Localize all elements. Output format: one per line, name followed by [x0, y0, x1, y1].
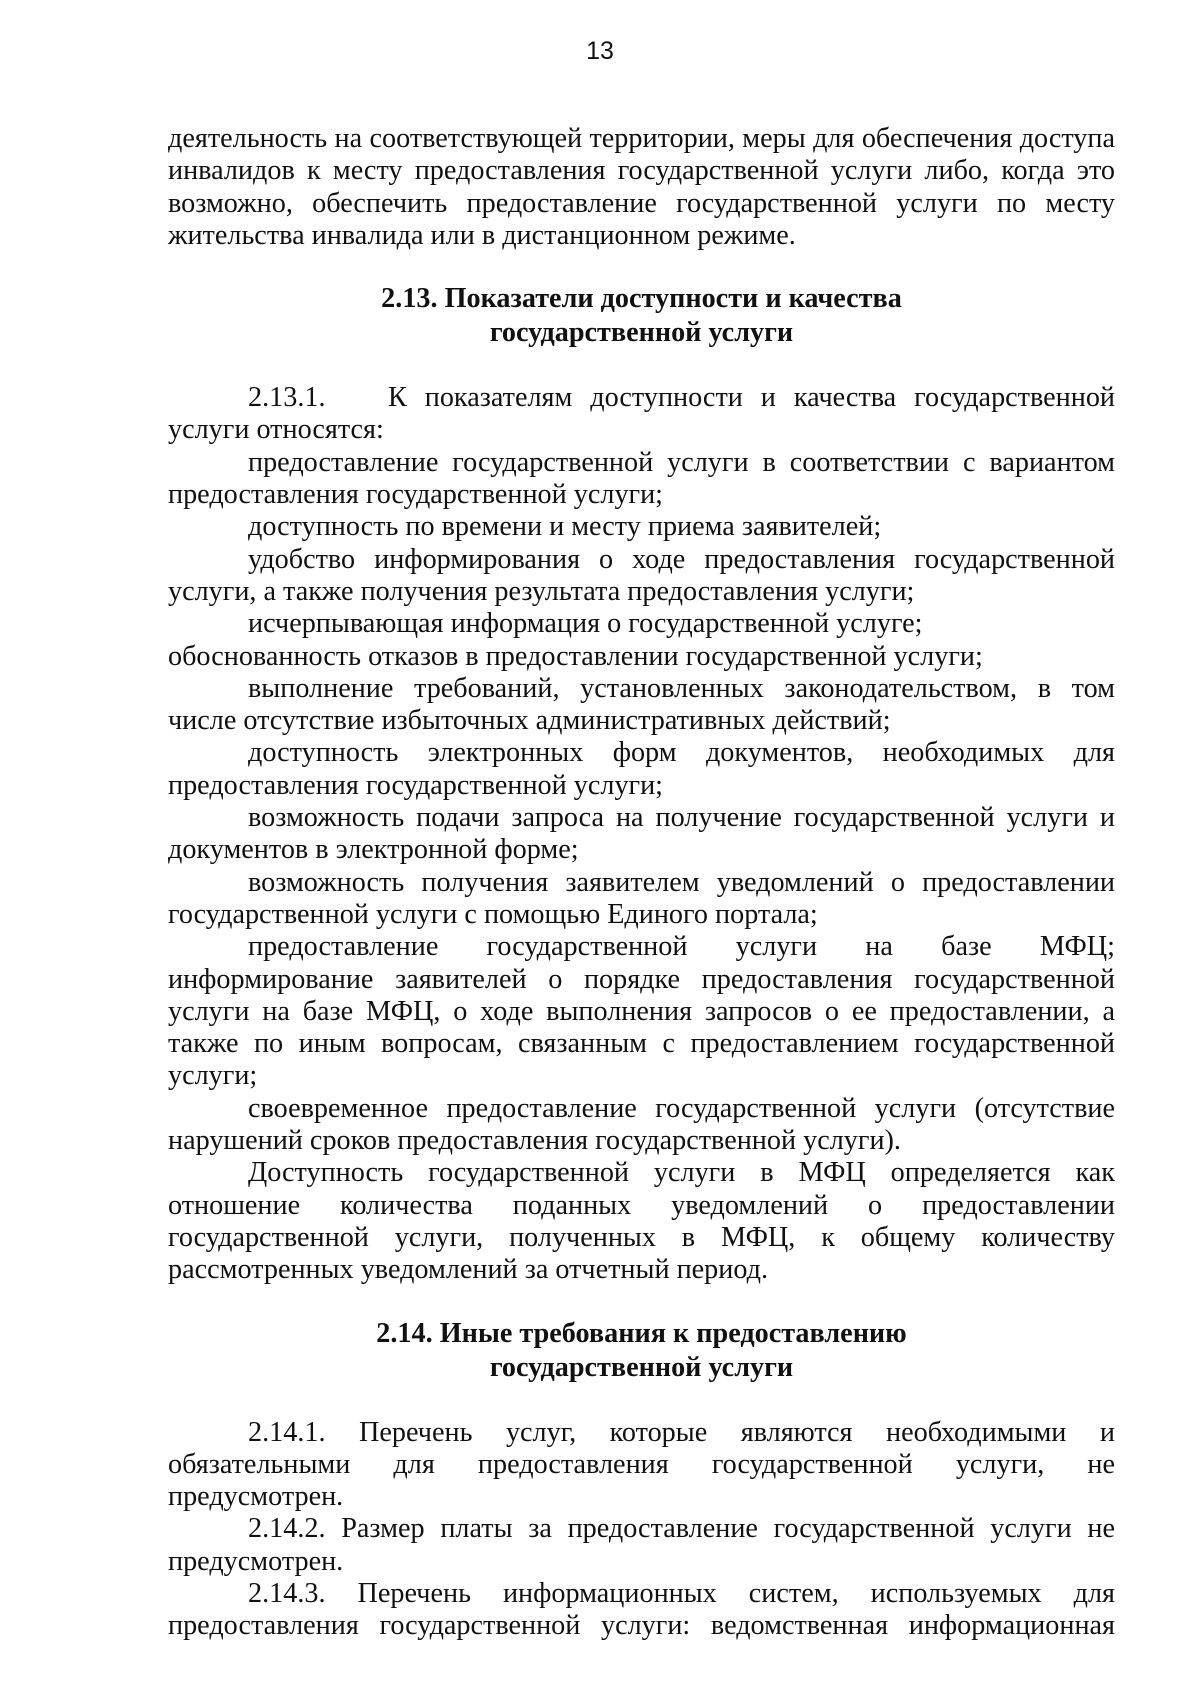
- section-2-14-title-line1: 2.14. Иные требования к предоставлению: [376, 1317, 907, 1349]
- list-item: выполнение требований, установленных законодательством, в том числе отсутствие избыточных административных действий;: [168, 672, 1115, 737]
- list-item: исчерпывающая информация о государственной услуге;: [248, 608, 923, 640]
- section-2-13-title-line2: государственной услуги: [489, 317, 794, 349]
- list-item: возможность подачи запроса на получение государственной услуги и документов в электронной форме;: [168, 802, 1115, 866]
- list-item: доступность электронных форм документов, необходимых для предоставления государственной услуги;: [168, 737, 1115, 801]
- paragraph-2-14-2: 2.14.2. Размер платы за предоставление государственной услуги не предусмотрен.: [168, 1513, 1115, 1577]
- list-item: доступность по времени и месту приема заявителей;: [248, 511, 882, 543]
- list-item: удобство информирования о ходе предоставления государственной услуги, а также получения результата предоставления услуги;: [168, 543, 1115, 607]
- list-item: возможность получения заявителем уведомлений о предоставлении государственной услуги с помощью Единого портала;: [168, 866, 1115, 930]
- paragraph-2-14-1: 2.14.1. Перечень услуг, которые являются необходимыми и обязательными для предоставления государственной услуги, не предусмотрен.: [168, 1416, 1115, 1513]
- document-body: [168, 123, 1115, 1643]
- paragraph-text: К показателям доступности и качества государственной услуги относятся:: [168, 382, 1115, 446]
- section-2-13-title-line1: 2.13. Показатели доступности и качества: [381, 283, 902, 315]
- mfc-availability-paragraph: Доступность государственной услуги в МФЦ определяется как отношение количества поданных уведомлений о предоставлении государственной услуги, полученных в МФЦ, к общему количеству рассмотренных уведомлений за отчетный период.: [168, 1157, 1115, 1286]
- list-item: своевременное предоставление государственной услуги (отсутствие нарушений сроков предоставления государственной услуги).: [168, 1092, 1115, 1157]
- section-2-14-title-line2: государственной услуги: [489, 1351, 794, 1383]
- list-item: информирование заявителей о порядке предоставления государственной услуги на базе МФЦ, о ходе выполнения запросов о ее предоставлении, а также по иным вопросам, связанным с предоставлением государственной услуги;: [168, 963, 1115, 1092]
- page-number: 13: [586, 37, 614, 65]
- list-item: предоставление государственной услуги на базе МФЦ;: [248, 931, 1115, 963]
- paragraph-2-14-3: 2.14.3. Перечень информационных систем, используемых для предоставления государственной услуги: ведомственная информационная: [168, 1577, 1115, 1642]
- clause-number: 2.13.1.: [248, 382, 326, 414]
- section-2-14-heading: [168, 1317, 1115, 1385]
- list-item: предоставление государственной услуги в соответствии с вариантом предоставления государственной услуги;: [168, 446, 1115, 511]
- paragraph-2-13-1: [168, 382, 1115, 447]
- intro-paragraph: деятельность на соответствующей территории, меры для обеспечения доступа инвалидов к месту предоставления государственной услуги либо, когда это возможно, обеспечить предоставление государственной услуги по месту жительства инвалида или в дистанционном режиме.: [168, 123, 1115, 251]
- list-item: обоснованность отказов в предоставлении государственной услуги;: [168, 640, 983, 672]
- section-2-13-heading: [168, 282, 1115, 350]
